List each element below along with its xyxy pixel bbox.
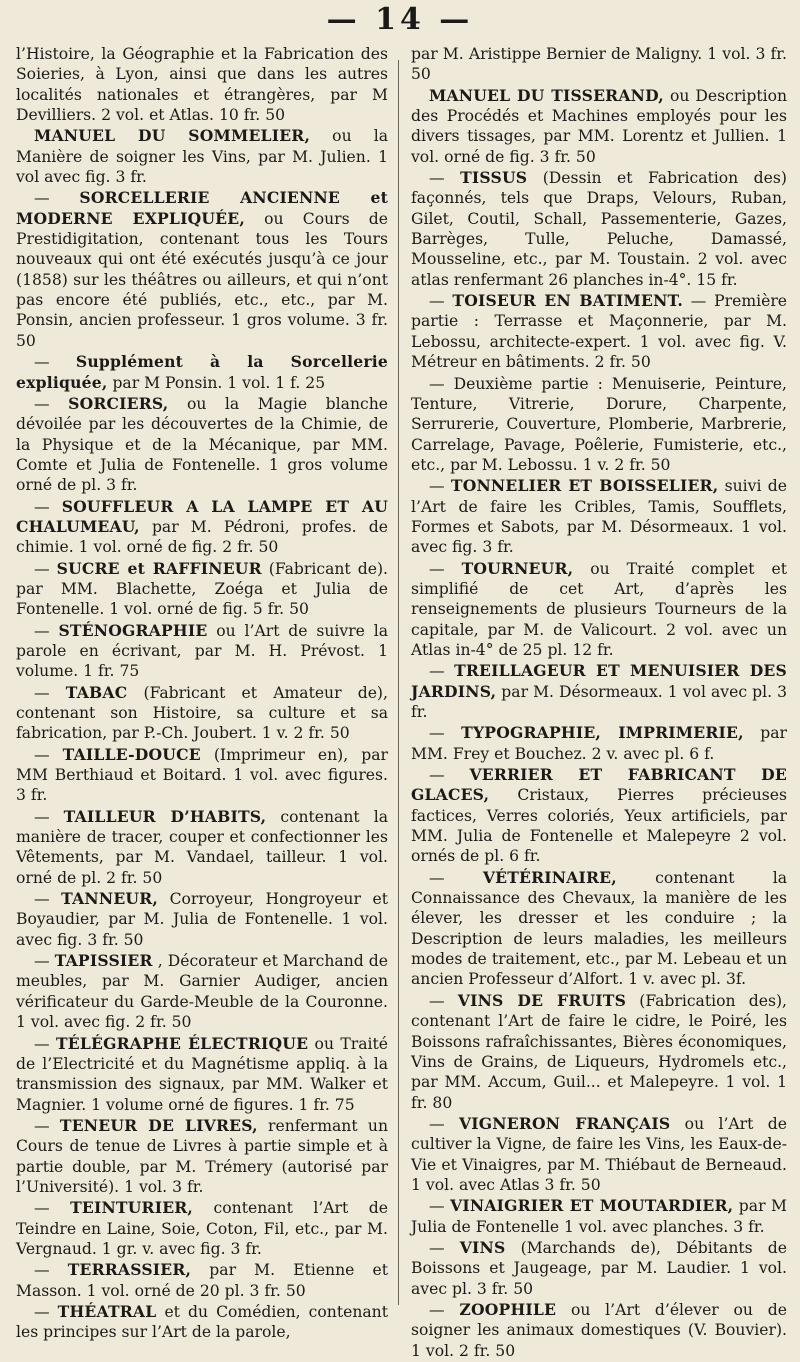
catalog-entry (411, 44, 787, 85)
entry-description: ou Traité complet et simplifié de cet Art, d’après les renseignements de plusieurs Tourneurs de la capitale, par M. de Valicourt. 2 vol. avec un Atlas in-4° de 25 pl. 12 fr. (411, 559, 787, 659)
catalog-entry (411, 559, 787, 661)
entry-headword: SORCIERS, (68, 393, 169, 413)
entry-dash: — (429, 169, 461, 188)
entry-headword: MANUEL DU TISSERAND, (429, 85, 664, 105)
entry-headword: STÉNOGRAPHIE (58, 620, 208, 640)
left-column (16, 44, 388, 1344)
entry-dash: — (34, 745, 63, 764)
entry-headword: TABAC (65, 682, 128, 702)
entry-headword: VIGNERON FRANÇAIS (458, 1113, 671, 1133)
entry-description: ou Traité de l’Electricité et du Magnétisme appliq. à la transmission des signaux, par MM. Walker et Magnier. 1 volume orné de figures. 1 fr. 75 (16, 1034, 388, 1114)
entry-description: ou Description des Procédés et Machines employés pour les divers tissages, par MM. Lorentz et Jullien. 1 vol. orné de fig. 3 fr. 50 (411, 86, 788, 166)
entry-description: , Décorateur et Marchand de meubles, par M. Garnier Audiger, ancien vérificateur du Garde-Meuble de la Couronne. 1 vol. avec fig. 2 fr. 50 (16, 952, 388, 1032)
catalog-entry (411, 291, 787, 372)
catalog-entry (411, 1300, 787, 1361)
catalog-entry (16, 394, 388, 496)
catalog-entry (411, 374, 787, 476)
entry-description: par M Ponsin. 1 vol. 1 f. 25 (107, 373, 326, 392)
entry-description: Corroyeur, Hongroyeur et Boyaudier, par M. Julia de Fontenelle. 1 vol. avec fig. 3 fr. 50 (16, 890, 388, 949)
entry-description: Cristaux, Pierres précieuses factices, Verres coloriés, Yeux artificiels, par MM. Julia de Fontenelle et Malepeyre 2 vol. ornés de pl. 6 fr. (411, 786, 787, 866)
catalog-entry (16, 126, 388, 187)
catalog-entry (411, 168, 787, 290)
entry-description: contenant la manière de tracer, couper et confectionner les Vêtements, par M. Vandael, tailleur. 1 vol. orné de pl. 2 fr. 50 (16, 807, 388, 887)
catalog-entry (16, 621, 388, 682)
entry-dash: — (429, 868, 483, 887)
entry-dash: — (34, 1302, 58, 1321)
entry-description: suivi de l’Art de faire les Cribles, Tamis, Soufflets, Formes et Sabots, par M. Désormeaux. 1 vol. avec fig. 3 fr. (411, 477, 787, 557)
entry-headword: TOISEUR EN BATIMENT. (452, 291, 683, 311)
catalog-entry (16, 497, 388, 558)
catalog-entry (411, 1196, 787, 1237)
entry-headword: SOUFFLEUR A LA LAMPE ET AU CHALUMEAU, (16, 496, 388, 536)
catalog-entry (16, 1034, 388, 1115)
entry-dash: — (34, 497, 62, 516)
column-divider (398, 60, 399, 1305)
catalog-entry (411, 991, 787, 1113)
catalog-entry (411, 86, 787, 167)
entry-description: — Première partie : Terrasse et Maçonnerie, par M. Lebossu, architecte-expert. 1 vol. avec fig. V. Métreur en bâtiments. 2 fr. 50 (411, 292, 788, 372)
entry-headword: TÉLÉGRAPHE ÉLECTRIQUE (55, 1033, 309, 1053)
entry-headword: TERRASSIER, (67, 1260, 192, 1280)
entry-description: contenant l’Art de Teindre en Laine, Soie, Coton, Fil, etc., par M. Vergnaud. 1 gr. v. avec fig. 3 fr. (16, 1199, 388, 1258)
entry-description: par M. Pédroni, profes. de chimie. 1 vol. orné de fig. 2 fr. 50 (16, 517, 388, 557)
entry-dash: — (429, 724, 462, 743)
entry-description: et du Comédien, contenant les principes sur l’Art de la parole, (16, 1302, 388, 1342)
entry-description: ou l’Art de suivre la parole en écrivant, par M. H. Prévost. 1 volume. 1 fr. 75 (16, 621, 388, 681)
entry-headword: VÉTÉRINAIRE, (482, 867, 617, 887)
catalog-entry (16, 1260, 388, 1301)
entry-headword: VINS (459, 1237, 506, 1257)
entry-headword: TREILLAGEUR ET MENUISIER DES JARDINS, (411, 661, 787, 701)
entry-description: par MM. Frey et Bouchez. 2 v. avec pl. 6 f. (411, 724, 787, 763)
entry-description: (Imprimeur en), par MM Berthiaud et Boitard. 1 vol. avec figures. 3 fr. (16, 745, 388, 805)
entry-dash: — (34, 1261, 68, 1280)
entry-headword: VERRIER ET FABRICANT DE GLACES, (411, 765, 787, 805)
entry-headword: TONNELIER ET BOISSELIER, (450, 476, 719, 496)
entry-headword: TISSUS (460, 168, 528, 188)
entry-description: ou Cours de Prestidigitation, contenant tous les Tours nouveaux qui ont été exécutés jusqu’à ce jour (1858) sur les théâtres ou ailleurs, et qui n’ont pas encore été publiés, etc., etc., par M. Ponsin, ancien professeur. 1 gros volume. 3 fr. 50 (16, 209, 388, 350)
entry-headword: TYPOGRAPHIE, IMPRIMERIE, (461, 723, 744, 743)
catalog-entry (16, 745, 388, 806)
entry-dash: — (34, 1116, 60, 1135)
entry-description: ou l’Art de cultiver la Vigne, de faire les Vins, les Eaux-de-Vie et Vinaigres, par M. Thiébaut de Berneaud. 1 vol. avec Atlas 3 fr. 50 (411, 1114, 787, 1194)
catalog-entry (411, 868, 787, 990)
entry-description: par M Julia de Fontenelle 1 vol. avec planches. 3 fr. (411, 1197, 787, 1236)
page-number: — 14 — (326, 2, 474, 37)
entry-description: (Marchands de), Débitants de Boissons et Jaugeage, par M. Laudier. 1 vol. avec pl. 3 fr. 50 (411, 1238, 787, 1298)
entry-headword: SUCRE et RAFFINEUR (56, 558, 262, 578)
catalog-entry (16, 889, 388, 950)
entry-dash: — (429, 1197, 451, 1216)
entry-dash: — (34, 621, 59, 640)
entry-dash: — (429, 1300, 460, 1319)
entry-headword: SORCELLERIE ANCIENNE et MODERNE EXPLIQUÉE, (16, 188, 388, 228)
entry-description: contenant la Connaissance des Chevaux, la manière de les élever, les dresser et les conduire ; la Description de leurs maladies, les meilleurs modes de traitement, etc., par M. Lebeau et un ancien Professeur d’Alfort. 1 v. avec pl. 3f. (411, 868, 787, 989)
entry-dash: — (34, 1034, 56, 1053)
catalog-entry (16, 559, 388, 620)
catalog-entry (16, 951, 388, 1032)
entry-dash: — (34, 559, 57, 578)
entry-dash: — (429, 991, 458, 1010)
entry-dash: — (429, 1114, 459, 1133)
entry-dash: — (34, 394, 69, 413)
entry-headword: VINS DE FRUITS (457, 990, 627, 1010)
entry-dash: — (429, 662, 455, 681)
entry-headword: TENEUR DE LIVRES, (59, 1115, 258, 1135)
catalog-entry (16, 683, 388, 744)
catalog-entry (411, 1238, 787, 1299)
entry-dash: — (34, 807, 64, 826)
entry-dash: — (429, 292, 453, 311)
catalog-entry (16, 1198, 388, 1259)
catalog-entry (411, 765, 787, 867)
entry-headword: TANNEUR, (61, 889, 159, 909)
entry-description: (Dessin et Fabrication des) façonnés, tels que Draps, Velours, Ruban, Gilet, Coutil, Schall, Passementerie, Gazes, Barrèges, Tulle, Peluche, Damassé, Mousseline, etc., par M. Toustain. 2 vol. avec atlas renfermant 26 planches in-4°. 15 fr. (411, 169, 787, 289)
entry-dash: — (34, 890, 62, 909)
entry-headword: TAILLEUR D’HABITS, (63, 806, 267, 826)
entry-headword: TEINTURIER, (70, 1198, 194, 1218)
entry-dash: — (429, 559, 462, 578)
catalog-entry (16, 44, 388, 125)
catalog-entry (411, 1114, 787, 1195)
entry-dash: — (429, 477, 451, 496)
entry-description: renfermant un Cours de tenue de Livres à partie simple et à partie double, par M. Trémery (autorisé par l’Université). 1 vol. 3 fr. (16, 1116, 388, 1196)
entry-headword: TAPISSIER (54, 951, 153, 971)
entry-headword: TAILLE-DOUCE (62, 744, 201, 764)
entry-description: ou la Manière de soigner les Vins, par M. Julien. 1 vol avec fig. 3 fr. (16, 127, 388, 187)
entry-description: par M. Aristippe Bernier de Maligny. 1 vol. 3 fr. 50 (411, 45, 787, 84)
entry-headword: TOURNEUR, (461, 558, 574, 578)
entry-dash: — (34, 1199, 71, 1218)
catalog-entry (411, 723, 787, 764)
entry-description: (Fabrication des), contenant l’Art de faire le cidre, le Poiré, les Boissons rafraîchissantes, Bières économiques, Vins de Grains, de Liqueurs, Hydromels etc., par MM. Accum, Guil... et Malepeyre. 1 vol. 1 fr. 80 (411, 991, 787, 1112)
entry-description: ou l’Art d’élever ou de soigner les animaux domestiques (V. Bouvier). 1 vol. 2 fr. 50 (411, 1300, 787, 1360)
entry-description: Deuxième partie : Menuiserie, Peinture, Tenture, Vitrerie, Dorure, Charpente, Serrurerie, Couverture, Plomberie, Marbrerie, Carrelage, Pavage, Poêlerie, Fumisterie, etc., etc., par M. Lebossu. 1 v. 2 fr. 50 (411, 374, 787, 474)
entry-description: ou la Magie blanche dévoilée par les découvertes de la Chimie, de la Physique et de la Mécanique, par MM. Comte et Julia de Fontenelle. 1 gros volume orné de pl. 3 fr. (16, 394, 388, 495)
catalog-entry (16, 807, 388, 888)
catalog-entry (16, 188, 388, 351)
right-column (411, 44, 787, 1362)
entry-dash: — (34, 353, 76, 372)
entry-headword: THÉATRAL (57, 1301, 157, 1321)
entry-headword: ZOOPHILE (459, 1299, 557, 1319)
catalog-entry (16, 352, 388, 393)
entry-dash: — (429, 374, 454, 393)
catalog-entry (411, 476, 787, 557)
catalog-entry (16, 1302, 388, 1343)
catalog-entry (411, 661, 787, 722)
entry-dash: — (34, 189, 80, 208)
entry-description: (Fabricant de). par MM. Blachette, Zoéga et Julia de Fontenelle. 1 vol. orné de fig. 5 fr. 50 (16, 559, 388, 619)
entry-description: l’Histoire, la Géographie et la Fabrication des Soieries, à Lyon, ainsi que dans les autres localités nationales et étrangères, par M Devilliers. 2 vol. et Atlas. 10 fr. 50 (16, 45, 388, 125)
entry-headword: MANUEL DU SOMMELIER, (34, 126, 311, 146)
entry-description: par M. Etienne et Masson. 1 vol. orné de 20 pl. 3 fr. 50 (16, 1261, 388, 1300)
entry-dash: — (34, 952, 55, 971)
entry-dash: — (34, 683, 66, 702)
entry-description: (Fabricant et Amateur de), contenant son Histoire, sa culture et sa fabrication, par P.-Ch. Joubert. 1 v. 2 fr. 50 (16, 683, 388, 743)
entry-description: par M. Désormeaux. 1 vol avec pl. 3 fr. (411, 682, 787, 721)
entry-headword: VINAIGRIER ET MOUTARDIER, (450, 1196, 734, 1216)
entry-headword: Supplément à la Sorcellerie expliquée, (16, 352, 388, 392)
catalog-entry (16, 1116, 388, 1197)
entry-dash: — (429, 766, 470, 785)
entry-dash: — (429, 1238, 460, 1257)
